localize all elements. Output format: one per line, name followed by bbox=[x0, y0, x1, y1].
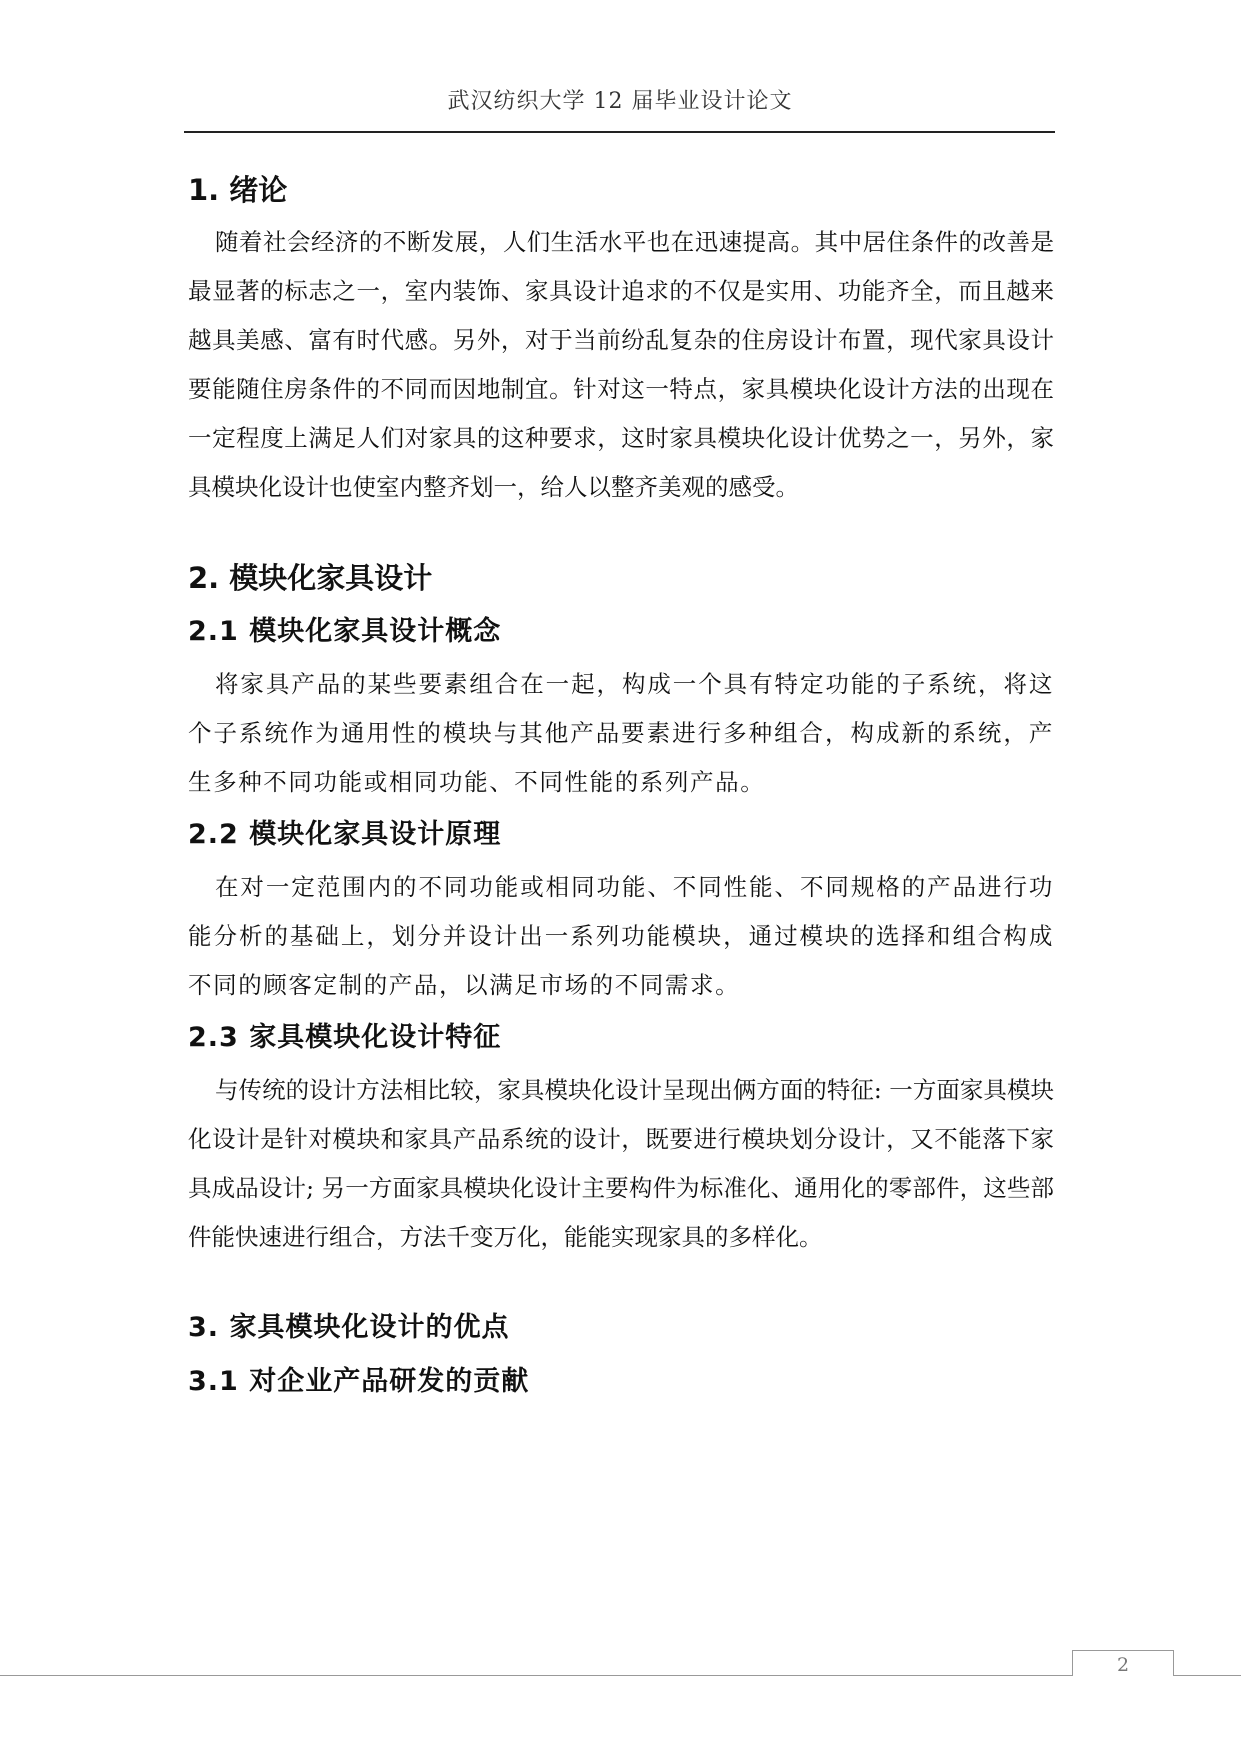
spacer bbox=[188, 1348, 1054, 1362]
section-2-3-heading: 2.3 家具模块化设计特征 bbox=[188, 1022, 502, 1053]
section-2-3-paragraph: 与传统的设计方法相比较，家具模块化设计呈现出俩方面的特征: 一方面家具模块化设计是针对模块和家具产品系统的设计，既要进行模块划分设计，又不能落下家具成品设计; 另一方面家具模块化设计主要构件为标准化、通用化的零部件，这些部件能快速进行组合，方法千变万化，能能实现家具的多样化。 bbox=[188, 1076, 1054, 1251]
section-1-paragraph: 随着社会经济的不断发展，人们生活水平也在迅速提高。其中居住条件的改善是最显著的标志之一，室内装饰、家具设计追求的不仅是实用、功能齐全，而且越来越具美感、富有时代感。另外，对于当前纷乱复杂的住房设计布置，现代家具设计要能随住房条件的不同而因地制宜。针对这一特点，家具模块化设计方法的出现在一定程度上满足人们对家具的这种要求，这时家具模块化设计优势之一，另外，家具模块化设计也使室内整齐划一，给人以整齐美观的感受。 bbox=[188, 228, 1054, 501]
document-body bbox=[188, 170, 1054, 1402]
spacer bbox=[188, 807, 1054, 815]
spacer bbox=[188, 598, 1054, 612]
header-divider bbox=[184, 131, 1055, 133]
section-2-1-paragraph: 将家具产品的某些要素组合在一起，构成一个具有特定功能的子系统，将这个子系统作为通用性的模块与其他产品要素进行多种组合，构成新的系统，产生多种不同功能或相同功能、不同性能的系列产品。 bbox=[188, 670, 1054, 796]
section-2-2-heading: 2.2 模块化家具设计原理 bbox=[188, 819, 502, 850]
section-2-heading: 2. 模块化家具设计 bbox=[188, 561, 433, 595]
spacer bbox=[188, 652, 1054, 660]
spacer bbox=[188, 512, 1054, 558]
running-header: 武汉纺织大学 12 届毕业设计论文 bbox=[447, 89, 793, 114]
section-2-1-heading: 2.1 模块化家具设计概念 bbox=[188, 616, 502, 647]
spacer bbox=[188, 1262, 1054, 1308]
section-3-1-heading: 3.1 对企业产品研发的贡献 bbox=[188, 1366, 530, 1397]
page-number: 2 bbox=[1072, 1650, 1174, 1676]
spacer bbox=[188, 210, 1054, 218]
section-3-heading: 3. 家具模块化设计的优点 bbox=[188, 1312, 510, 1343]
spacer bbox=[188, 855, 1054, 863]
spacer bbox=[188, 1058, 1054, 1066]
footer-divider bbox=[0, 1675, 1241, 1676]
spacer bbox=[188, 1010, 1054, 1018]
section-1-heading: 1. 绪论 bbox=[188, 173, 288, 207]
section-2-2-paragraph: 在对一定范围内的不同功能或相同功能、不同性能、不同规格的产品进行功能分析的基础上，划分并设计出一系列功能模块，通过模块的选择和组合构成不同的顾客定制的产品，以满足市场的不同需求。 bbox=[188, 873, 1054, 999]
